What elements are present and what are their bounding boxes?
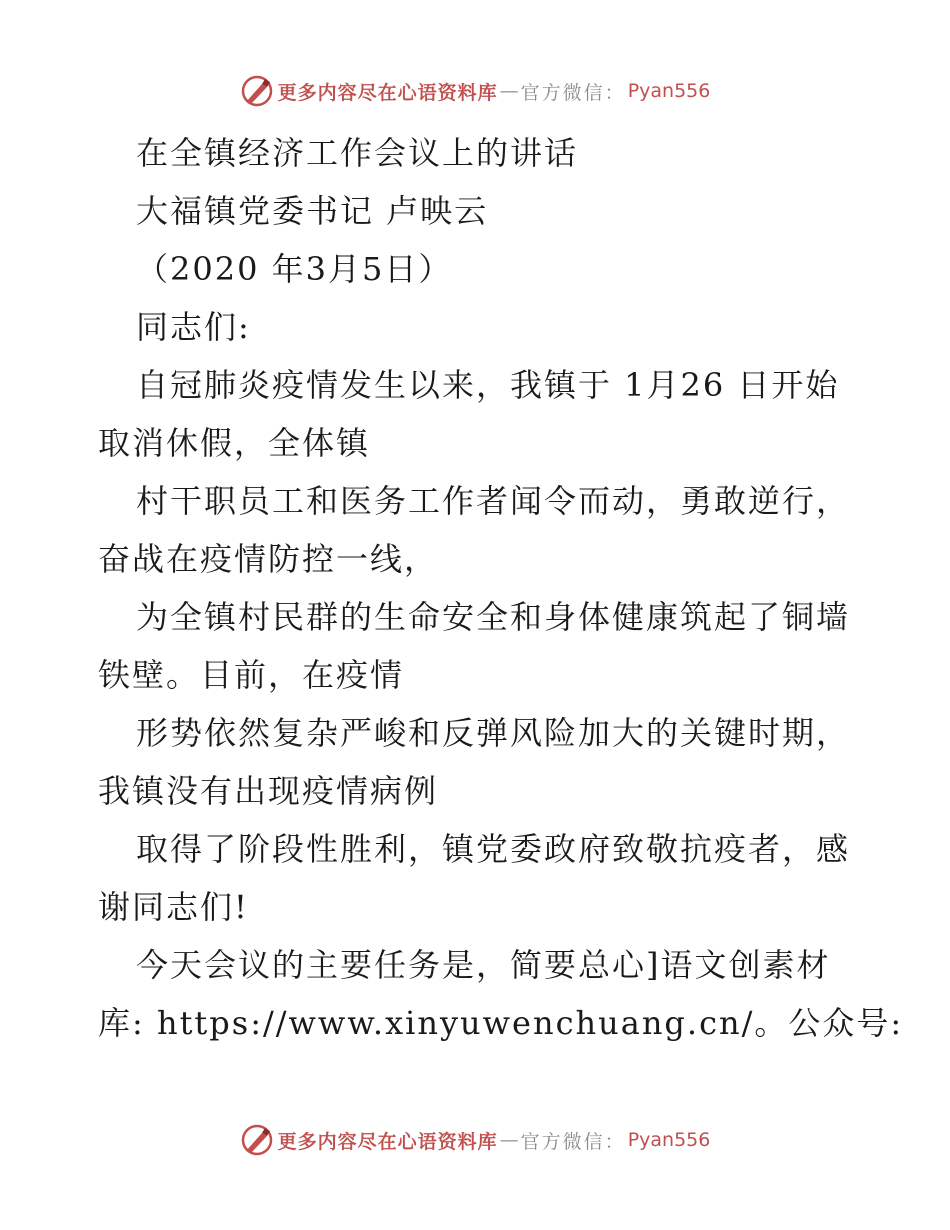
- document-line: 自冠肺炎疫情发生以来，我镇于 1月26 日开始: [136, 366, 840, 404]
- document-line: 村干职员工和医务工作者闻令而动，勇敢逆行，: [136, 482, 851, 520]
- watermark-brand: 更多内容尽在心语资料库: [277, 1130, 498, 1153]
- document-line: 我镇没有出现疫情病例: [98, 772, 439, 810]
- watermark-dash: —: [499, 1129, 519, 1151]
- document-line: 为全镇村民群的生命安全和身体健康筑起了铜墙: [136, 598, 851, 636]
- document-line: 铁壁。目前，在疫情: [98, 656, 405, 694]
- watermark-account: Pyan556: [627, 80, 711, 102]
- watermark-account: Pyan556: [627, 1129, 711, 1151]
- watermark-official: 官方微信：: [520, 81, 626, 104]
- pen-logo-icon: [240, 74, 274, 108]
- watermark-header: [0, 71, 950, 111]
- document-line: 库: https://www.xinyuwenchuang.cn/。公众号:: [98, 1004, 904, 1042]
- document-line: 谢同志们!: [98, 888, 249, 926]
- watermark-brand: 更多内容尽在心语资料库: [277, 81, 498, 104]
- watermark-footer: [0, 1120, 950, 1160]
- document-line: 奋战在疫情防控一线，: [98, 540, 439, 578]
- document-line: 今天会议的主要任务是，简要总心]语文创素材: [136, 946, 831, 984]
- document-date: （2020 年3月5日）: [136, 250, 453, 288]
- document-line: 形势依然复杂严峻和反弹风险加大的关键时期，: [136, 714, 851, 752]
- document-line: 取得了阶段性胜利，镇党委政府致敬抗疫者，感: [136, 830, 851, 868]
- document-body: [98, 124, 904, 1052]
- document-line: 取消休假，全体镇: [98, 424, 371, 462]
- pen-logo-icon: [240, 1123, 274, 1157]
- watermark-official: 官方微信：: [520, 1130, 626, 1153]
- document-author: 大福镇党委书记 卢映云: [136, 192, 489, 230]
- document-salutation: 同志们:: [136, 308, 251, 346]
- document-title: 在全镇经济工作会议上的讲话: [136, 134, 579, 172]
- watermark-dash: —: [499, 80, 519, 102]
